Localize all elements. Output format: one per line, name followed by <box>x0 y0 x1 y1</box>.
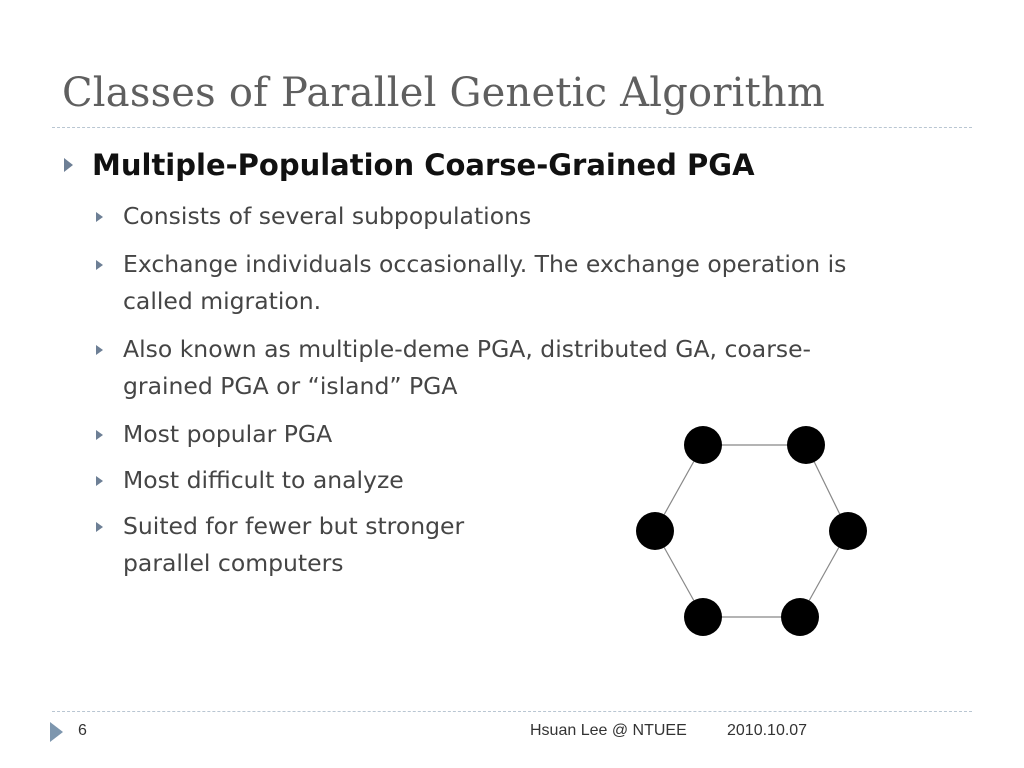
island-node <box>787 426 825 464</box>
page-number: 6 <box>78 722 87 739</box>
sub-bullet-line: Consists of several subpopulations <box>123 202 532 230</box>
ring-edges <box>655 445 848 617</box>
island-node <box>781 598 819 636</box>
island-node <box>684 598 722 636</box>
sub-bullet-line: Most difficult to analyze <box>123 466 404 494</box>
island-node <box>684 426 722 464</box>
sub-bullet-line: grained PGA or “island” PGA <box>123 372 458 400</box>
footer-date: 2010.10.07 <box>727 722 808 739</box>
sub-bullet-line: parallel computers <box>123 549 344 577</box>
footer-arrow-icon <box>50 722 63 742</box>
sub-bullet-line: Also known as multiple-deme PGA, distributed GA, coarse- <box>123 335 812 363</box>
bullet-heading: Multiple-Population Coarse-Grained PGA <box>92 148 755 182</box>
island-node <box>636 512 674 550</box>
sub-bullet-line: Suited for fewer but stronger <box>123 512 465 540</box>
sub-bullet-line: Exchange individuals occasionally. The exchange operation is <box>123 250 847 278</box>
island-node <box>829 512 867 550</box>
ring-nodes <box>636 426 867 636</box>
sub-bullet-line: Most popular PGA <box>123 420 333 448</box>
footer-divider <box>52 711 972 712</box>
footer-author: Hsuan Lee @ NTUEE <box>530 722 687 739</box>
slide-title: Classes of Parallel Genetic Algorithm <box>62 70 826 116</box>
sub-bullet-line: called migration. <box>123 287 322 315</box>
